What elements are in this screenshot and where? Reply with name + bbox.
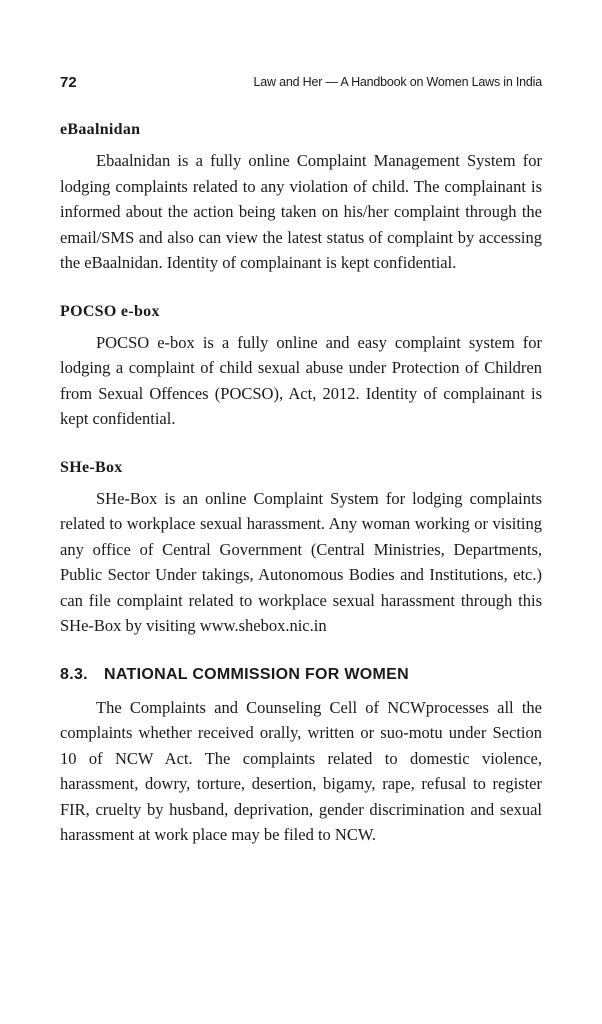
- section-heading: [60, 663, 542, 687]
- running-header-title: Law and Her — A Handbook on Women Laws in India: [253, 75, 542, 89]
- paragraph: The Complaints and Counseling Cell of NCWprocesses all the complaints whether received orally, written or suo-motu under Section 10 of NCW Act. The complaints related to domestic violence, harassment, dowry, torture, desertion, bigamy, rape, refusal to register FIR, cruelty by husband, deprivation, gender discrimination and sexual harassment at work place may be filed to NCW.: [60, 697, 542, 844]
- subheading: eBaalnidan: [60, 121, 141, 138]
- section-title: NATIONAL COMMISSION FOR WOMEN: [104, 665, 409, 683]
- paragraph: POCSO e-box is a fully online and easy complaint system for lodging a complaint of child sexual abuse under Protection of Children from Sexual Offences (POCSO), Act, 2012. Identity of complainant is kept confidential.: [60, 332, 542, 428]
- paragraph: Ebaalnidan is a fully online Complaint Management System for lodging complaints related to any violation of child. The complainant is informed about the action being taken on his/her complaint through the email/SMS and also can view the latest status of complaint by accessing the eBaalnidan. Identity of complainant is kept confidential.: [60, 151, 542, 272]
- section-ebaalnidan: [60, 118, 542, 276]
- subheading: SHe-Box: [60, 458, 123, 476]
- section-number: 8.3.: [60, 665, 88, 683]
- section-she-box: [60, 456, 542, 639]
- subheading: POCSO e-box: [60, 302, 160, 320]
- running-header: [60, 74, 542, 94]
- section-pocso-ebox: [60, 300, 542, 432]
- page-number: 72: [60, 74, 77, 91]
- page-body: [60, 118, 542, 872]
- paragraph: SHe-Box is an online Complaint System for lodging complaints related to workplace sexual harassment. Any woman working or visiting any office of Central Government (Central Ministries, Departments, Public Sector Under takings, Autonomous Bodies and Institutions, etc.) can file complaint related to workplace sexual harassment through this SHe-Box by visiting www.shebox.nic.in: [60, 488, 542, 635]
- section-ncw: [60, 663, 542, 848]
